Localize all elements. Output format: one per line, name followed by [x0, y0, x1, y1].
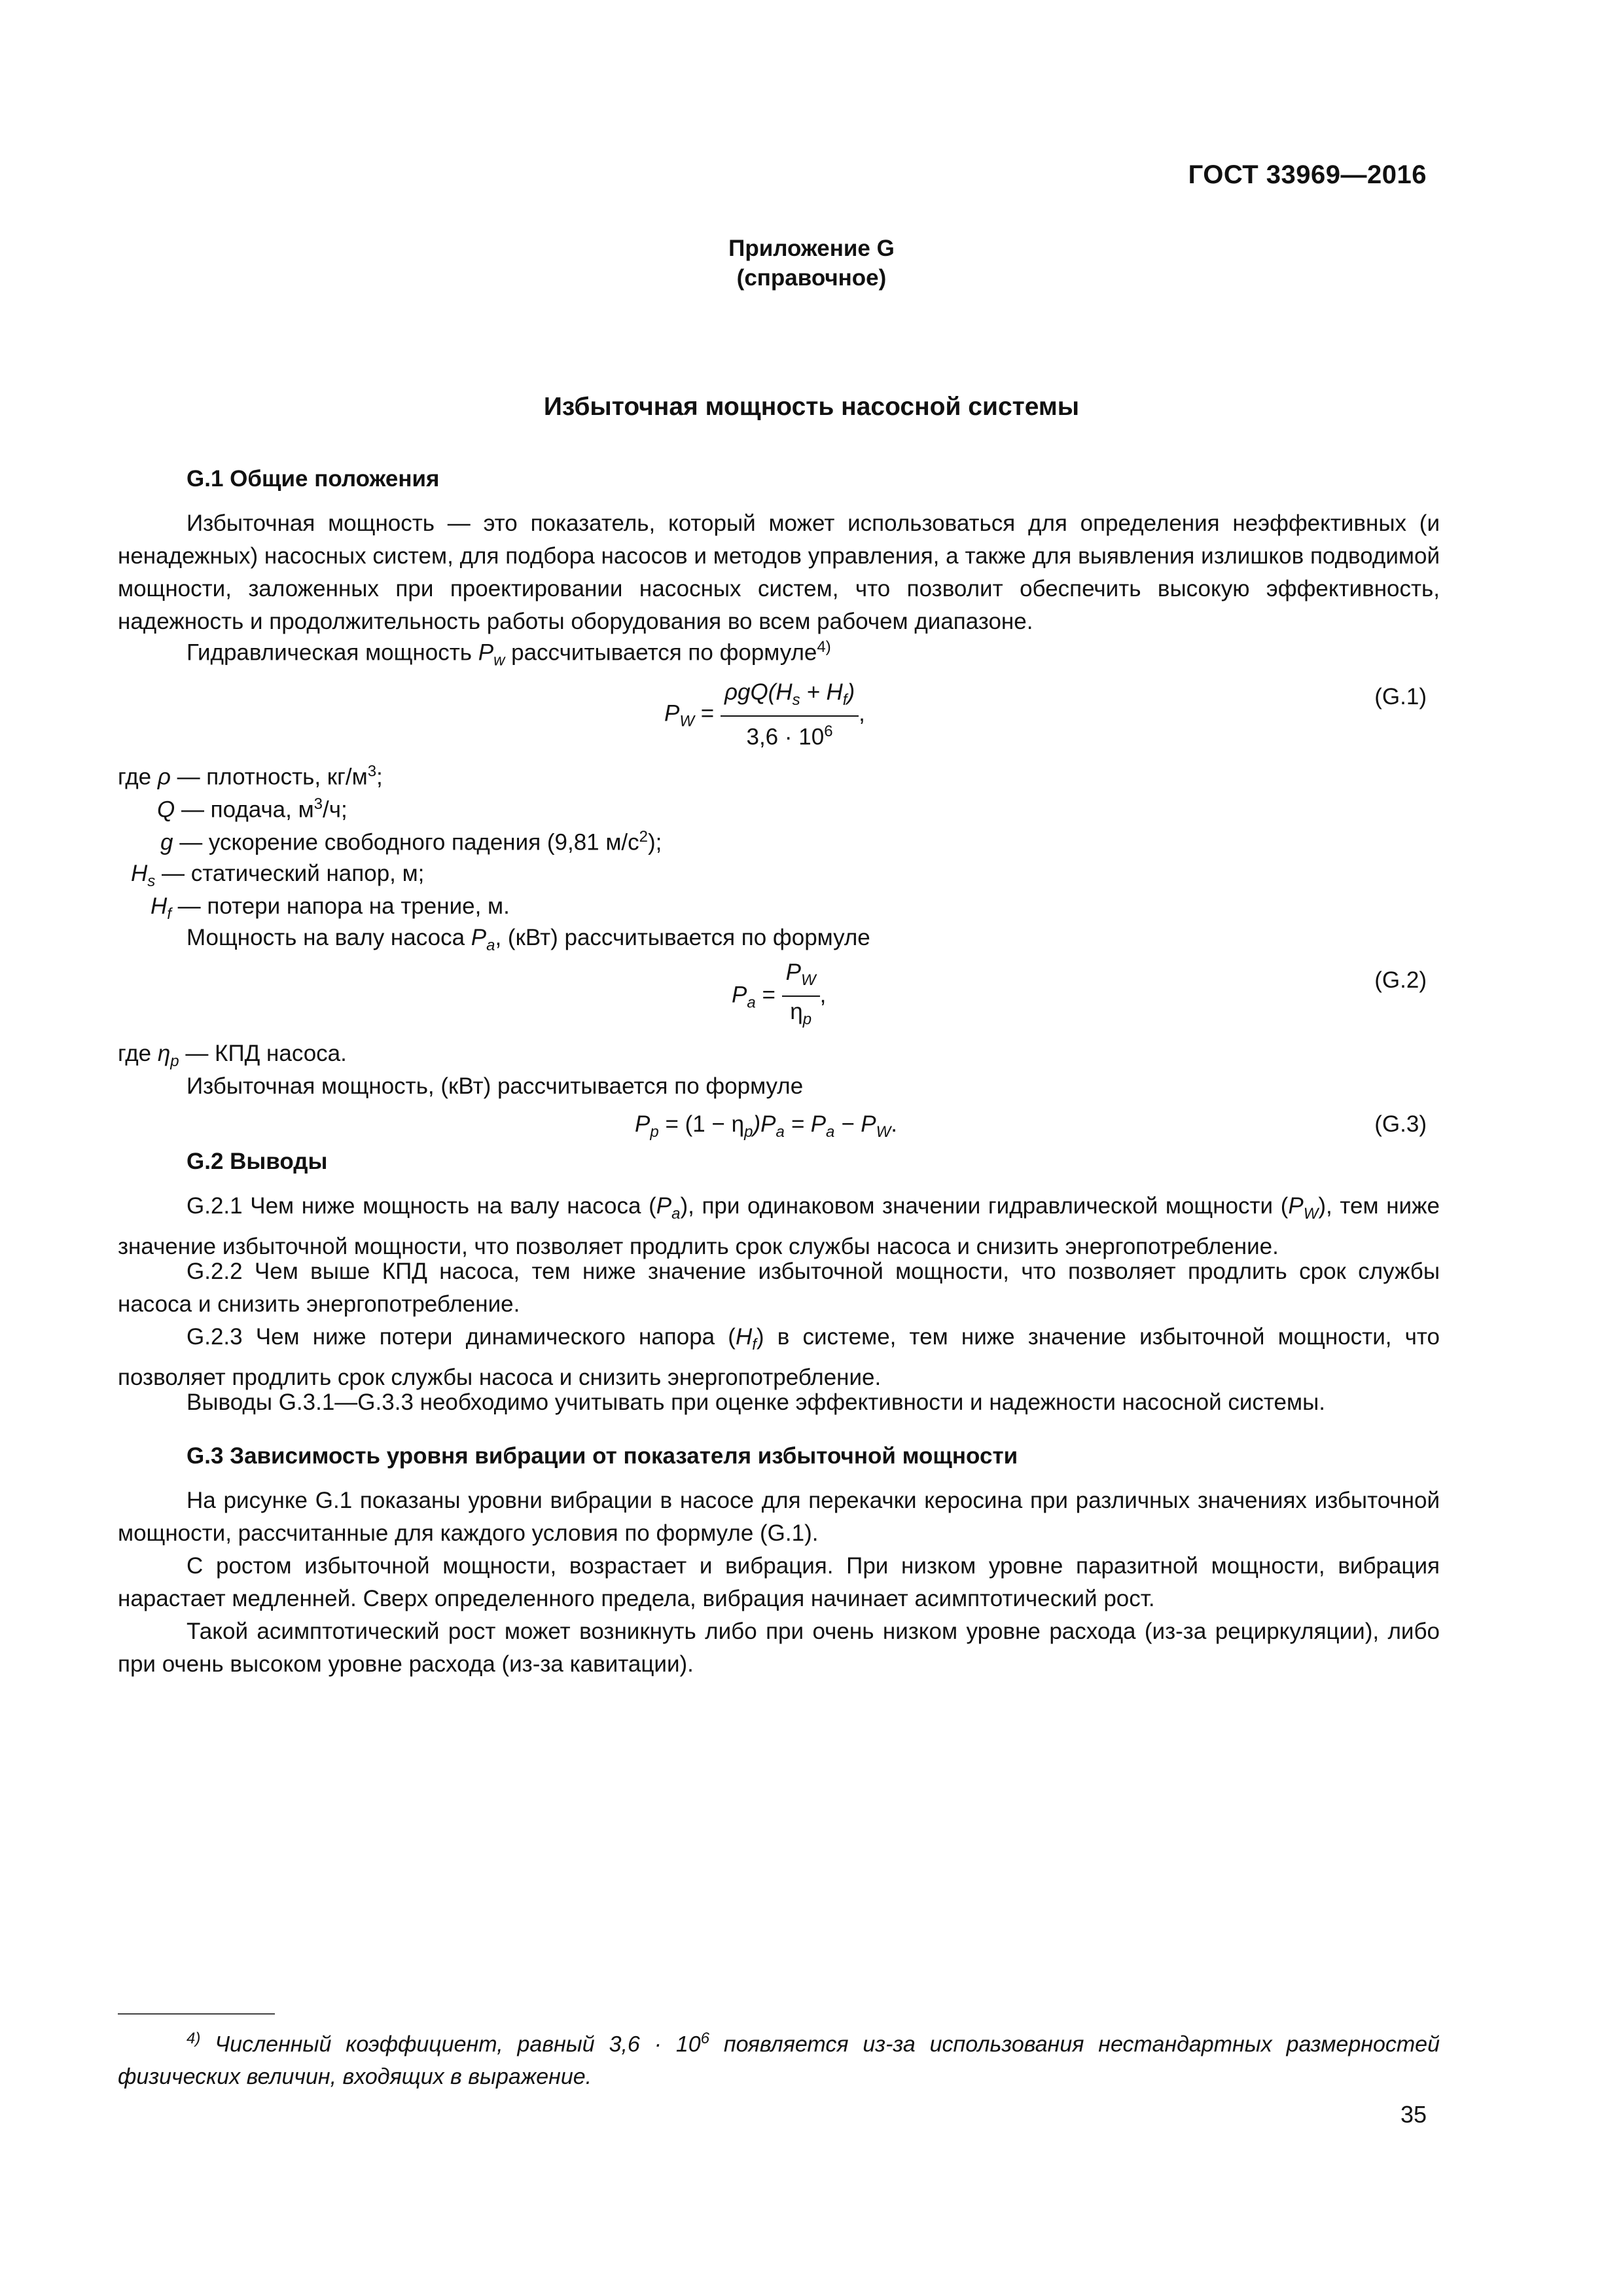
eq2-numerator [782, 958, 820, 997]
eq3-part: . [891, 1111, 898, 1137]
eq3-sub: a [776, 1123, 785, 1141]
where-text: — подача, м [175, 797, 314, 823]
shaft-power-intro [187, 925, 870, 955]
p1-part: ), тем ниже значение избыточной мощности, что позволяет продлить срок службы насоса и снизить энергопотребление. [118, 1193, 1440, 1259]
hyd-symbol: P [478, 639, 494, 666]
eq2-lhs-sub: a [747, 994, 756, 1012]
p3-part: G.2.3 Чем ниже потери динамического напора ( [187, 1324, 736, 1350]
p1-part: G.2.1 Чем ниже мощность на валу насоса ( [187, 1193, 656, 1219]
p1-sub: a [671, 1205, 681, 1223]
paragraph-g1-intro: Избыточная мощность — это показатель, который может использоваться для определения неэффективных (и ненадежных) насосных систем, для подбора насосов и методов управления, а также для выявления излишков подводимой мощности, заложенных при проектировании насосных систем, что позволит обеспечить высокую эффективность, надежность и продолжительность работы оборудования во всем рабочем диапазоне. [118, 511, 1440, 634]
p3-part: ) в системе, тем ниже значение избыточной мощности, что позволяет продлить срок службы насоса и снизить энергопотребление. [118, 1324, 1440, 1390]
p3-symbol: H [735, 1324, 753, 1350]
where-prefix: где [118, 1041, 158, 1066]
symbol-sub: s [147, 872, 156, 890]
p1-symbol: P [656, 1193, 672, 1219]
eq1-num-mid: + H [800, 679, 843, 705]
footnote-ref: 4) [817, 638, 831, 656]
footnote-mark: 4) [187, 2030, 201, 2047]
symbol-sub: f [167, 905, 171, 923]
eq1-equals: = [700, 700, 715, 726]
eq1-den-a: 3,6 · 10 [746, 724, 825, 750]
eq3-sub: W [876, 1123, 891, 1141]
eq1-num-end: ) [847, 679, 855, 705]
where-sup: 2 [639, 828, 649, 846]
where-sup: 3 [313, 795, 323, 813]
eq2-lhs: P [732, 982, 747, 1008]
where-text: — статический напор, м; [155, 861, 425, 886]
eq2-tail: , [819, 982, 827, 1008]
eq2-den: η [790, 999, 803, 1024]
symbol-g: g [160, 829, 173, 855]
eq2-den-sub: p [802, 1011, 812, 1028]
where-item-eta [118, 1041, 347, 1071]
footnote-text: Численный коэффициент, равный 3,6 · 10 [200, 2032, 701, 2057]
section-heading-g3: G.3 Зависимость уровня вибрации от показателя избыточной мощности [187, 1443, 1018, 1469]
equation-g1 [664, 677, 865, 753]
equation-g3 [635, 1111, 897, 1141]
where-item-g [160, 828, 662, 856]
hyd-intro-text: Гидравлическая мощность [187, 639, 472, 666]
hyd-subscript: w [493, 651, 505, 670]
eq2-num: P [785, 960, 801, 985]
eq3-part: P [635, 1111, 651, 1137]
eq3-part: = P [784, 1111, 827, 1137]
eq1-lhs-sub: W [679, 712, 695, 730]
footnote-text: появляется из-за использования нестандартных размерностей физических величин, входящих в выражение. [118, 2032, 1440, 2090]
where-sup: 3 [367, 762, 377, 780]
footnote [118, 2022, 1440, 2093]
appendix-type: (справочное) [736, 265, 887, 291]
eq3-part: − P [834, 1111, 876, 1137]
eq1-fraction [721, 677, 859, 753]
eq2-fraction [782, 958, 820, 1035]
equation-label-g1: (G.1) [1374, 684, 1427, 709]
eq1-lhs: P [664, 700, 680, 726]
eq2-equals: = [762, 982, 776, 1008]
eq3-sub: a [826, 1123, 835, 1141]
where-text: — потери напора на трение, м. [171, 893, 510, 919]
where-item-hf [151, 893, 510, 924]
shaft-subscript: a [486, 937, 495, 954]
where-prefix: где [118, 764, 158, 790]
p1-symbol: P [1288, 1193, 1304, 1219]
where-item-hs [131, 861, 424, 891]
appendix-title: Приложение G [728, 236, 895, 261]
symbol-h: H [131, 861, 148, 886]
eq1-num-a: ρgQ(H [724, 679, 793, 705]
eq2-denominator [782, 997, 820, 1035]
footnote-divider [118, 2013, 275, 2015]
eq3-sub: p [650, 1123, 659, 1141]
eq3-sub: p [744, 1123, 753, 1141]
where-end: /ч; [323, 797, 348, 823]
paragraph-g2-1 [118, 1190, 1440, 1263]
footnote-sup: 6 [700, 2030, 710, 2047]
equation-label-g2: (G.2) [1374, 967, 1427, 993]
hyd-rest-text: рассчитывается по формуле [505, 639, 817, 666]
eq1-den-sup: 6 [824, 723, 833, 740]
page-number: 35 [1400, 2101, 1427, 2128]
eq2-num-sub: W [801, 971, 816, 989]
eq3-part: )P [753, 1111, 776, 1137]
paragraph-g3-1: На рисунке G.1 показаны уровни вибрации в насосе для перекачки керосина при различных значениях избыточной мощности, рассчитанные для каждого условия по формуле (G.1). [118, 1488, 1440, 1546]
eq1-num-f: f [842, 691, 847, 709]
paragraph-g3-2: С ростом избыточной мощности, возрастает и вибрация. При низком уровне паразитной мощности, вибрация нарастает медленней. Сверх определенного предела, вибрация начинает асимптотический рост. [118, 1553, 1440, 1611]
paragraph-g2-4: Выводы G.3.1—G.3.3 необходимо учитывать при оценке эффективности и надежности насосной системы. [187, 1390, 1325, 1415]
symbol-rho: ρ [157, 764, 171, 790]
where-text: — плотность, кг/м [170, 764, 368, 790]
paragraph-g2-3 [118, 1321, 1440, 1394]
paragraph-g3-3: Такой асимптотический рост может возникнуть либо при очень низком уровне расхода (из-за рециркуляции), либо при очень высоком уровне расхода (из-за кавитации). [118, 1619, 1440, 1677]
eq1-denominator [721, 717, 859, 753]
p3-sub: f [752, 1336, 757, 1354]
symbol-q: Q [157, 797, 175, 823]
page-title: Избыточная мощность насосной системы [543, 393, 1080, 421]
excess-power-intro: Избыточная мощность, (кВт) рассчитывается по формуле [187, 1073, 804, 1099]
where-text: — КПД насоса. [179, 1041, 347, 1066]
shaft-symbol: P [471, 925, 487, 950]
symbol-eta: η [157, 1041, 171, 1066]
symbol-h: H [151, 893, 168, 919]
section-heading-g1: G.1 Общие положения [187, 466, 440, 492]
where-text: — ускорение свободного падения (9,81 м/с [173, 829, 639, 855]
equation-g2 [732, 958, 826, 1035]
hydraulic-power-intro [187, 638, 831, 670]
where-item-q [157, 795, 348, 823]
symbol-sub: p [170, 1052, 179, 1070]
eq1-num-s: s [792, 691, 800, 709]
where-end: ); [648, 829, 662, 855]
p1-sub: W [1303, 1205, 1319, 1223]
eq1-tail: , [859, 700, 865, 726]
p1-part: ), при одинаковом значении гидравлической мощности ( [680, 1193, 1289, 1219]
shaft-intro-text: Мощность на валу насоса [187, 925, 471, 950]
standard-designation: ГОСТ 33969—2016 [1188, 160, 1427, 189]
where-end: ; [376, 764, 383, 790]
section-heading-g2: G.2 Выводы [187, 1149, 328, 1174]
paragraph-g2-2: G.2.2 Чем выше КПД насоса, тем ниже значение избыточной мощности, что позволяет продлить срок службы насоса и снизить энергопотребление. [118, 1259, 1440, 1317]
eq1-numerator [721, 677, 859, 717]
eq3-part: = (1 − η [658, 1111, 745, 1137]
shaft-rest-text: , (кВт) рассчитывается по формуле [495, 925, 870, 950]
where-item-rho [118, 762, 383, 791]
equation-label-g3: (G.3) [1374, 1111, 1427, 1137]
